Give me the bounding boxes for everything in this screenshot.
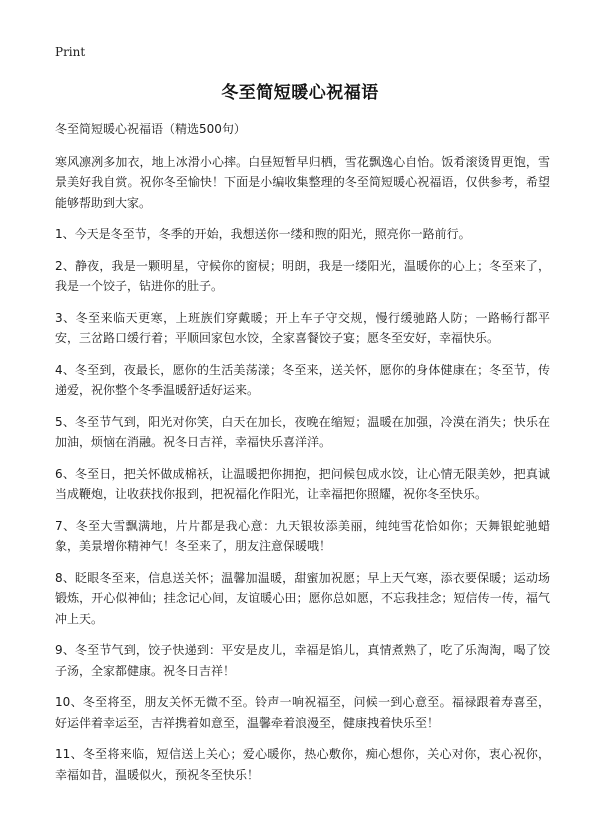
page-title: 冬至简短暖心祝福语 [221,83,379,103]
blessing-item: 1、今天是冬至节，冬季的开始，我想送你一缕和煦的阳光，照亮你一路前行。 [55,227,471,241]
blessing-item: 5、冬至节气到，阳光对你笑，白天在加长，夜晚在缩短；温暖在加强，冷漠在消失；快乐在加油，烦恼在消融。祝冬日吉祥，幸福快乐喜洋洋。 [55,414,550,449]
blessing-item: 3、冬至来临天更寒，上班族们穿戴暖；开上车子守交规，慢行缓驰路人防；一路畅行都平安，三岔路口缓行着；平顺回家包水饺，全家喜餐饺子宴；愿冬至安好，幸福快乐。 [55,310,550,345]
print-link[interactable]: Print [55,45,86,59]
blessing-item: 6、冬至日，把关怀做成棉袄，让温暖把你拥抱，把问候包成水饺，让心情无限美妙，把真诚当成鞭炮，让收获找你报到，把祝福化作阳光，让幸福把你照耀，祝你冬至快乐。 [55,466,550,501]
blessing-item: 2、静夜，我是一颗明星，守候你的窗棂；明朗，我是一缕阳光，温暖你的心上；冬至来了，我是一个饺子，钻进你的肚子。 [55,258,550,293]
blessing-item: 9、冬至节气到，饺子快递到：平安是皮儿，幸福是馅儿，真情煮熟了，吃了乐淘淘，喝了饺子汤，全家都健康。祝冬日吉祥！ [55,643,550,678]
blessing-item: 4、冬至到，夜最长，愿你的生活美荡漾；冬至来，送关怀，愿你的身体健康在；冬至节，传递爱，祝你整个冬季温暖舒适好运来。 [55,362,550,397]
article-body [55,119,550,796]
blessing-item: 7、冬至大雪飘满地，片片都是我心意：九天银妆添美丽，纯纯雪花恰如你；天舞银蛇驰蜡象，美景增你精神气！冬至来了，朋友注意保暖哦！ [55,518,550,553]
blessing-item: 11、冬至将来临，短信送上关心；爱心暖你，热心敷你，痴心想你，关心对你，衷心祝你，幸福如昔，温暖似火，预祝冬至快乐！ [55,747,550,782]
blessing-item: 8、眨眼冬至来，信息送关怀；温馨加温暖，甜蜜加祝愿；早上天气寒，添衣要保暖；运动场锻炼，开心似神仙；挂念记心间，友谊暖心田；愿你总如愿，不忘我挂念；短信传一传，福气冲上天。 [55,570,550,626]
intro-paragraph: 寒风凛冽多加衣，地上冰滑小心摔。白昼短暂早归栖，雪花飘逸心自怡。饭肴滚烫胃更饱，雪景美好我自赏。祝你冬至愉快！下面是小编收集整理的冬至简短暖心祝福语，仅供参考，希望能够帮助到大家。 [55,154,550,210]
article-subtitle: 冬至简短暖心祝福语（精选500句） [55,122,246,136]
blessing-item: 10、冬至将至，朋友关怀无微不至。铃声一响祝福至，问候一到心意至。福禄跟着寿喜至，好运伴着幸运至，吉祥携着如意至，温馨牵着浪漫至，健康拽着快乐至！ [55,695,550,730]
